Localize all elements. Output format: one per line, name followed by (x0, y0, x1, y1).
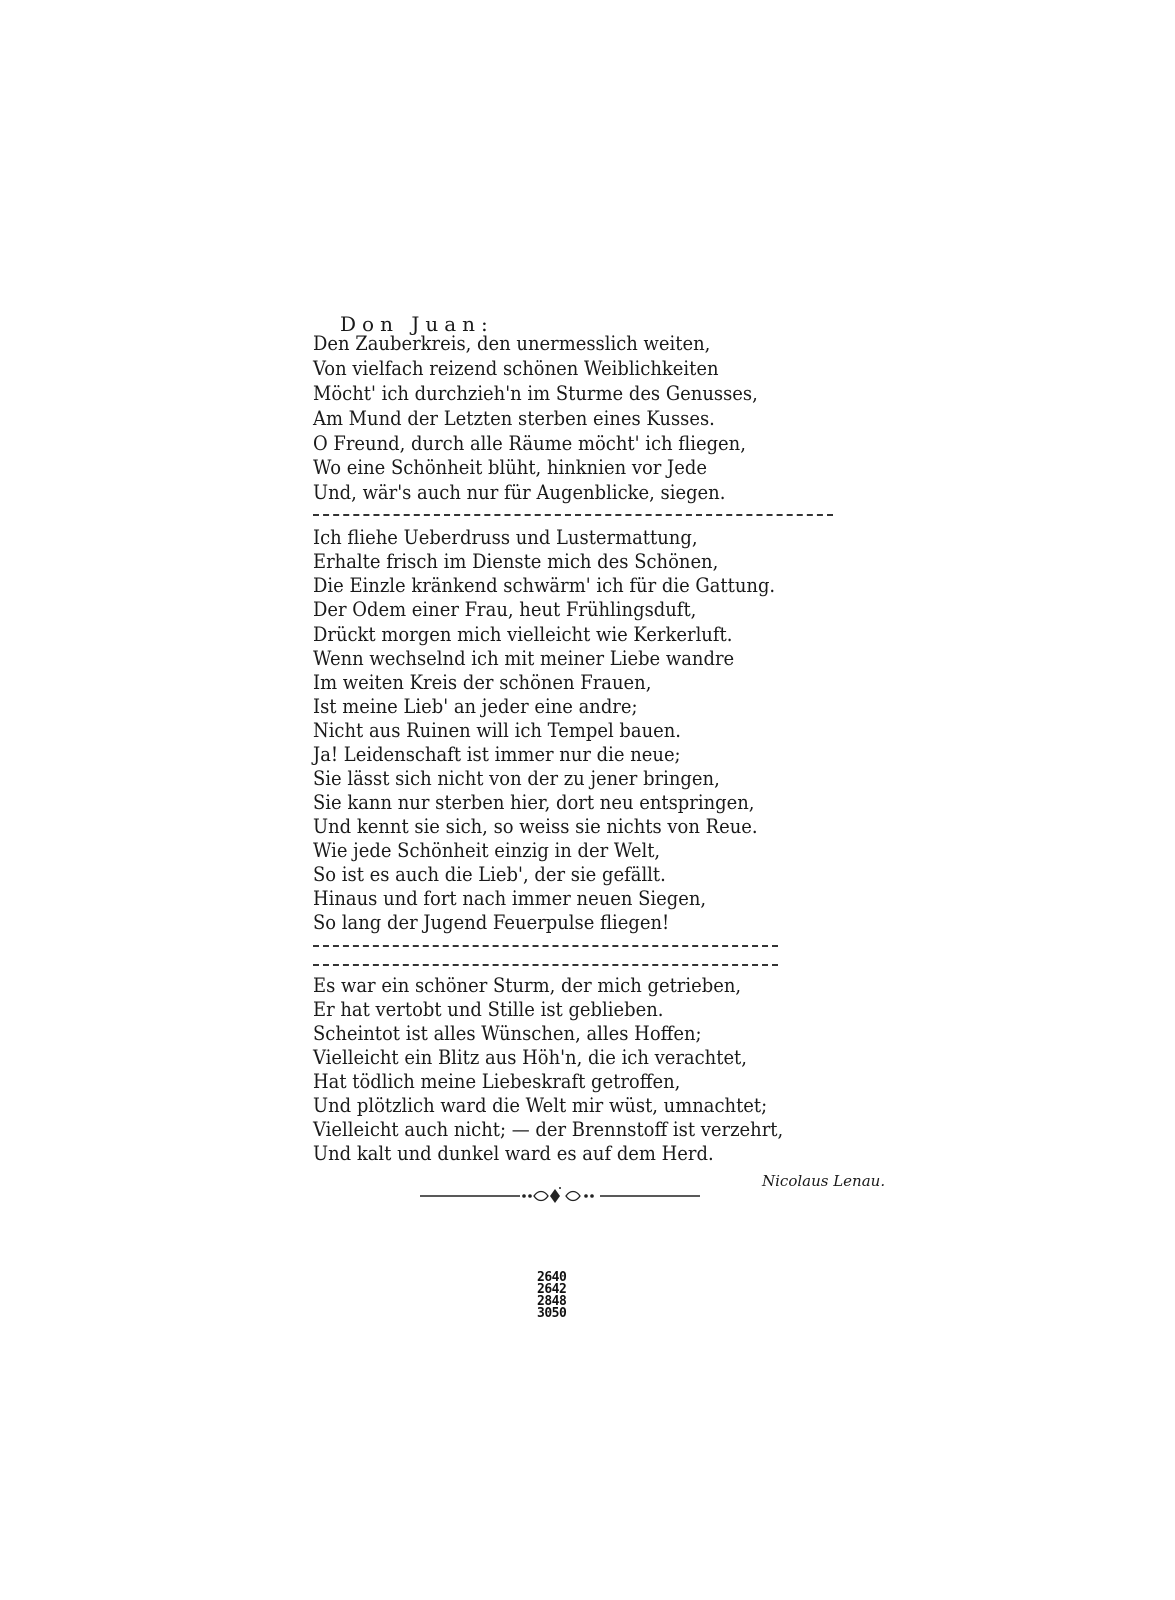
poem-line: Die Einzle kränkend schwärm' ich für die Gattung. (313, 574, 776, 597)
poem-line: Ich fliehe Ueberdruss und Lustermattung, (313, 526, 698, 549)
footer-number: 2642 (537, 1282, 567, 1297)
poem-line: So lang der Jugend Feuerpulse fliegen! (313, 911, 670, 934)
poem-line: Und kalt und dunkel ward es auf dem Herd. (313, 1142, 714, 1165)
poem-line: Im weiten Kreis der schönen Frauen, (313, 671, 652, 694)
poem-line: Der Odem einer Frau, heut Frühlingsduft, (313, 598, 697, 621)
footer-number: 2848 (537, 1294, 567, 1309)
poem-line: Scheintot ist alles Wünschen, alles Hoffen; (313, 1022, 702, 1045)
poem-line: Es war ein schöner Sturm, der mich getrieben, (313, 974, 742, 997)
poem-line: So ist es auch die Lieb', der sie gefällt. (313, 863, 666, 886)
section-separator (313, 964, 778, 966)
poem-line: Ja! Leidenschaft ist immer nur die neue; (313, 743, 681, 766)
poem-line: Möcht' ich durchzieh'n im Sturme des Genusses, (313, 382, 758, 405)
poem-line: Und, wär's auch nur für Augenblicke, siegen. (313, 481, 726, 504)
poem-line: Nicht aus Ruinen will ich Tempel bauen. (313, 719, 681, 742)
poem-line: Sie lässt sich nicht von der zu jener bringen, (313, 767, 720, 790)
section-separator (313, 945, 778, 947)
poem-line: Wo eine Schönheit blüht, hinknien vor Jede (313, 456, 707, 479)
poem-line: O Freund, durch alle Räume möcht' ich fliegen, (313, 432, 746, 455)
poem-line: Drückt morgen mich vielleicht wie Kerkerluft. (313, 623, 733, 646)
poem-line: Und plötzlich ward die Welt mir wüst, umnachtet; (313, 1094, 768, 1117)
poem-line: Vielleicht auch nicht; — der Brennstoff ist verzehrt, (313, 1118, 784, 1141)
footer-number: 2640 (537, 1270, 567, 1285)
poem-line: Erhalte frisch im Dienste mich des Schönen, (313, 550, 719, 573)
poem-line: Und kennt sie sich, so weiss sie nichts von Reue. (313, 815, 758, 838)
poem-line: Wenn wechselnd ich mit meiner Liebe wandre (313, 647, 735, 670)
poem-line: Wie jede Schönheit einzig in der Welt, (313, 839, 661, 862)
poem-line: Von vielfach reizend schönen Weiblichkeiten (313, 357, 719, 380)
poem-line: Den Zauberkreis, den unermesslich weiten, (313, 332, 711, 355)
author-signature: Nicolaus Lenau. (762, 1172, 886, 1190)
poem-line: Sie kann nur sterben hier, dort neu entspringen, (313, 791, 755, 814)
footer-number: 3050 (537, 1306, 567, 1321)
footer-numbers (537, 1272, 566, 1320)
poem-line: Hinaus und fort nach immer neuen Siegen, (313, 887, 707, 910)
poem-line: Am Mund der Letzten sterben eines Kusses. (313, 407, 715, 430)
speaker-heading: Don Juan: (340, 312, 494, 336)
poem-line: Hat tödlich meine Liebeskraft getroffen, (313, 1070, 681, 1093)
ornament-rule-icon (420, 1186, 700, 1206)
poem-line: Er hat vertobt und Stille ist geblieben. (313, 998, 664, 1021)
poem-line: Ist meine Lieb' an jeder eine andre; (313, 695, 638, 718)
section-separator (313, 514, 833, 516)
poem-line: Vielleicht ein Blitz aus Höh'n, die ich verachtet, (313, 1046, 747, 1069)
